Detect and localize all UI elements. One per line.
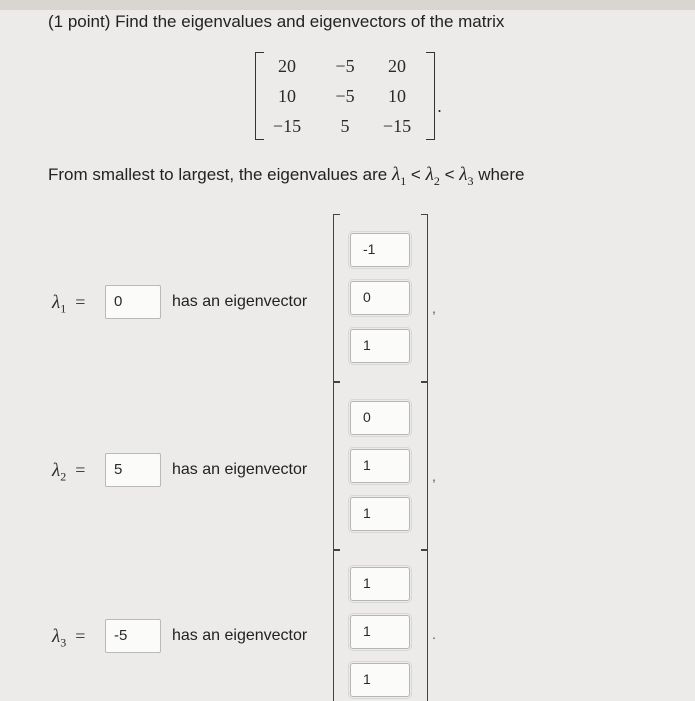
eigenvector-2-entry-3[interactable]: 1 <box>350 497 410 531</box>
page-top-edge <box>0 0 695 10</box>
vector-3-left-bracket <box>333 550 340 701</box>
lambda-3-input[interactable]: -5 <box>105 619 161 653</box>
eigenvector-3-entry-1[interactable]: 1 <box>350 567 410 601</box>
eigenvector-3-label: has an eigenvector <box>172 627 308 644</box>
eigenvector-2-label: has an eigenvector <box>172 461 308 478</box>
eigenvector-1-entry-2[interactable]: 0 <box>350 281 410 315</box>
eigenvector-1-label: has an eigenvector <box>172 293 308 310</box>
lambda-1-label: $\lambda_1$ = <box>52 292 86 316</box>
matrix-cell-2-1: 10 <box>278 86 296 106</box>
matrix <box>255 52 435 142</box>
vector-2-left-bracket <box>333 382 340 550</box>
vector-1-separator: , <box>432 300 436 316</box>
eigenvector-1-entry-3[interactable]: 1 <box>350 329 410 363</box>
vector-3-right-bracket <box>421 550 428 701</box>
vector-1-right-bracket <box>421 214 428 382</box>
matrix-cell-3-1: −15 <box>272 116 302 136</box>
intro-sentence <box>48 164 525 189</box>
eigenvector-3-entry-2[interactable]: 1 <box>350 615 410 649</box>
intro-prefix: From smallest to largest, the eigenvalues are <box>48 165 388 184</box>
matrix-cell-3-3: −15 <box>382 116 412 136</box>
lambda-2-symbol: $\lambda_2$ <box>425 164 440 188</box>
matrix-cell-1-1: 20 <box>278 56 296 76</box>
matrix-cell-1-2: −5 <box>335 56 355 76</box>
lambda-1-input[interactable]: 0 <box>105 285 161 319</box>
matrix-cell-2-2: −5 <box>335 86 355 106</box>
matrix-right-bracket <box>426 52 435 140</box>
less-than-2: < <box>444 165 455 184</box>
eigenvector-2-entry-2[interactable]: 1 <box>350 449 410 483</box>
matrix-cell-1-3: 20 <box>388 56 406 76</box>
problem-title: (1 point) Find the eigenvalues and eigenvectors of the matrix <box>48 12 505 31</box>
vector-3-separator: . <box>432 626 436 642</box>
eigenvector-1-entry-1[interactable]: -1 <box>350 233 410 267</box>
lambda-2-label: $\lambda_2$ = <box>52 460 86 484</box>
eigenvector-3-entry-3[interactable]: 1 <box>350 663 410 697</box>
lambda-2-input[interactable]: 5 <box>105 453 161 487</box>
vector-1-left-bracket <box>333 214 340 382</box>
matrix-period: . <box>437 96 443 116</box>
vector-2-separator: , <box>432 468 436 484</box>
vector-2-right-bracket <box>421 382 428 550</box>
intro-suffix: where <box>478 165 525 184</box>
less-than-1: < <box>410 165 421 184</box>
lambda-3-label: $\lambda_3$ = <box>52 626 86 650</box>
lambda-3-symbol: $\lambda_3$ <box>459 164 474 188</box>
eigenvector-2-entry-1[interactable]: 0 <box>350 401 410 435</box>
matrix-cell-2-3: 10 <box>388 86 406 106</box>
matrix-cell-3-2: 5 <box>340 116 350 136</box>
lambda-1-symbol: $\lambda_1$ <box>391 164 407 188</box>
